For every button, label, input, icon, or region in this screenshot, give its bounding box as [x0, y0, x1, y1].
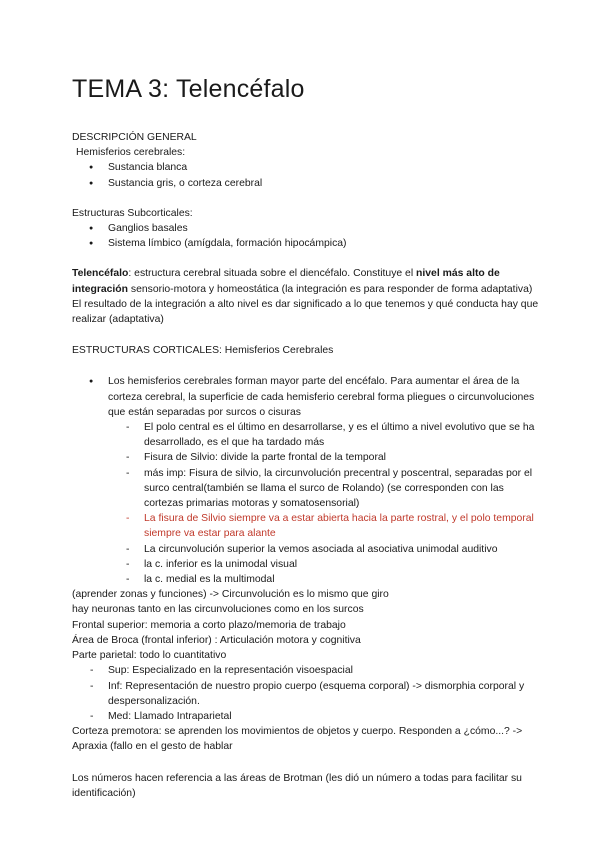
section-heading-cortical: ESTRUCTURAS CORTICALES: Hemisferios Cerebrales [72, 345, 334, 357]
list-item: - Med: Llamado Intraparietal [72, 709, 542, 724]
list-item: - la c. medial es la multimodal [72, 572, 542, 587]
list-item: - la c. inferior es la unimodal visual [72, 557, 542, 572]
text-line: Frontal superior: memoria a corto plazo/memoria de trabajo [72, 619, 346, 631]
telencephalon-term: Telencéfalo [72, 268, 129, 280]
list-item: - Sup: Especializado en la representación visoespacial [72, 663, 542, 678]
list-item: - Fisura de Silvio: divide la parte frontal de la temporal [72, 450, 542, 465]
subcortical-label: Estructuras Subcorticales: [72, 207, 193, 219]
telencephalon-paragraph [72, 266, 542, 327]
page-title: TEMA 3: Telencéfalo [72, 75, 305, 103]
list-item: - La circunvolución superior la vemos asociada al asociativa unimodal auditivo [72, 542, 542, 557]
telencephalon-bold: nivel más alto de integración [72, 268, 500, 295]
list-item: ● Sustancia gris, o corteza cerebral [72, 176, 542, 191]
cortical-list [72, 374, 542, 420]
subcortical-list [72, 221, 542, 251]
text-line: Parte parietal: todo lo cuantitativo [72, 650, 227, 662]
list-item: - Inf: Representación de nuestro propio cuerpo (esquema corporal) -> dismorphia corporal y despersonalización. [72, 679, 542, 709]
cortical-sublist [72, 420, 542, 587]
list-item: ● Ganglios basales [72, 221, 542, 236]
hemispheres-label: Hemisferios cerebrales: [76, 147, 186, 159]
telencephalon-text-2: sensorio-motora y homeostática (la integración es para responder de forma adaptativa) El resultado de la integración a alto nivel es dar significado a lo que tenemos y qué conducta hay que realizar (adaptativa) [72, 283, 539, 326]
parietal-list [72, 663, 542, 724]
list-item-highlighted: - La fisura de Silvio siempre va a estar abierta hacia la parte rostral, y el polo temporal siempre va estar para alante [72, 511, 542, 541]
hemispheres-list [72, 160, 542, 190]
premotor-paragraph: Corteza premotora: se aprenden los movimientos de objetos y cuerpo. Responden a ¿cómo...? -> Apraxia (fallo en el gesto de hablar [72, 726, 523, 753]
section-heading-general: DESCRIPCIÓN GENERAL [72, 132, 197, 143]
text-line: (aprender zonas y funciones) -> Circunvolución es lo mismo que giro [72, 589, 389, 601]
telencephalon-text-1: : estructura cerebral situada sobre el diencéfalo. Constituye el [128, 268, 417, 280]
list-item: ● Sustancia blanca [72, 160, 542, 175]
list-item: - más imp: Fisura de silvio, la circunvolución precentral y poscentral, separadas por el surco central(también se llama el surco de Rolando) (se corresponden con las cortezas primarias motoras y somatosensorial) [72, 466, 542, 512]
text-line: hay neuronas tanto en las circunvoluciones como en los surcos [72, 604, 364, 616]
list-item: - El polo central es el último en desarrollarse, y es el último a nivel evolutivo que se ha desarrollado, es el que ha tardado más [72, 420, 542, 450]
brodmann-paragraph: Los números hacen referencia a las áreas de Brotman (les dió un número a todas para facilitar su identificación) [72, 772, 522, 799]
text-line: Área de Broca (frontal inferior) : Articulación motora y cognitiva [72, 634, 361, 646]
list-item: ● Sistema límbico (amígdala, formación hipocámpica) [72, 236, 542, 251]
document-page [72, 74, 542, 801]
list-item: ● Los hemisferios cerebrales forman mayor parte del encéfalo. Para aumentar el área de la corteza cerebral, la superficie de cada hemisferio cerebral forma pliegues o circunvoluciones que están separadas por surcos o cisuras [72, 374, 542, 420]
